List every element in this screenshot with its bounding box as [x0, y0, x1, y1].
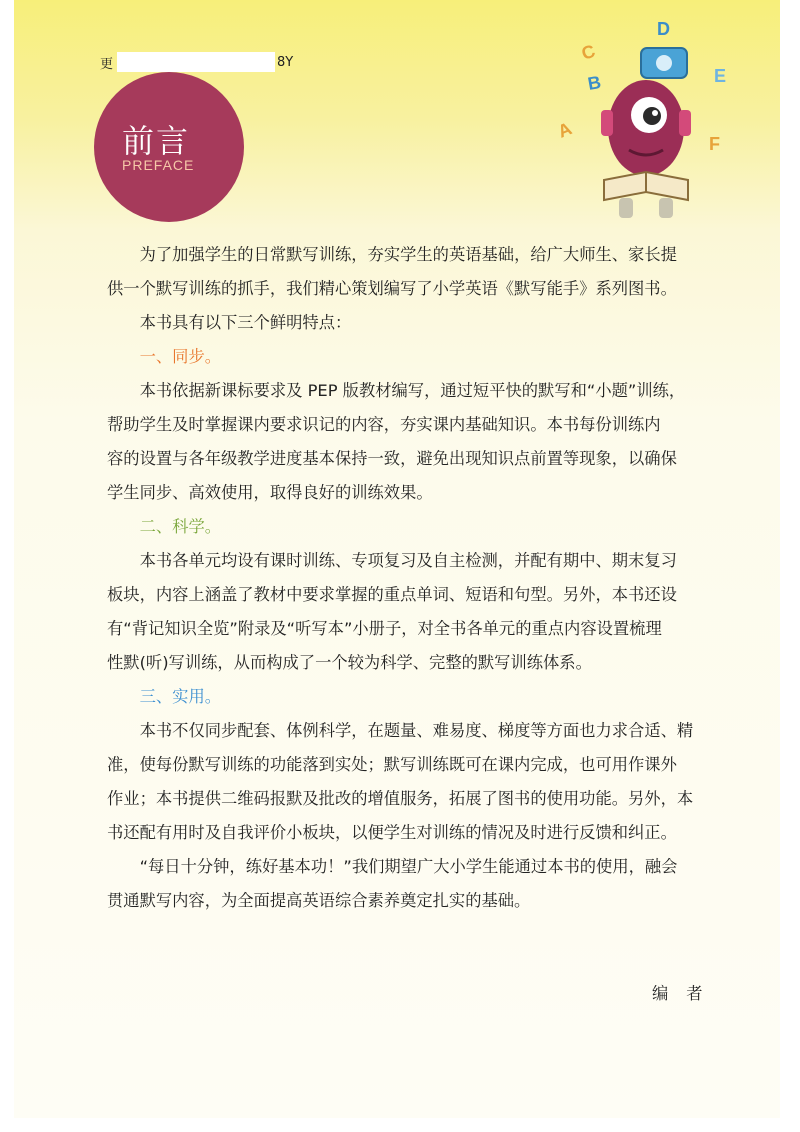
page-subtitle: PREFACE	[122, 157, 195, 173]
text-line: 帮助学生及时掌握课内要求识记的内容，夯实课内基础知识。本书每份训练内	[107, 415, 661, 434]
text-line: 本书不仅同步配套、体例科学，在题量、难易度、梯度等方面也力求合适、精	[139, 721, 694, 740]
letter-f: F	[709, 134, 720, 154]
text-line: “每日十分钟，练好基本功！”我们期望广大小学生能通过本书的使用，融会	[139, 857, 678, 876]
text-line: 作业；本书提供二维码报默及批改的增值服务，拓展了图书的使用功能。另外，本	[107, 789, 694, 808]
section-paragraph-science	[107, 544, 737, 680]
text-line: 本书依据新课标要求及 PEP 版教材编写，通过短平快的默写和“小题”训练，	[139, 381, 686, 400]
text-line: 为了加强学生的日常默写训练，夯实学生的英语基础，给广大师生、家长提	[139, 245, 677, 264]
redacted-block	[117, 52, 275, 72]
letter-e: E	[714, 66, 727, 86]
text-line: 板块，内容上涵盖了教材中要求掌握的重点单词、短语和句型。另外，本书还设	[107, 585, 677, 604]
letter-a: A	[555, 118, 575, 142]
text-line: 书还配有用时及自我评价小板块，以便学生对训练的情况及时进行反馈和纠正。	[107, 823, 677, 842]
letter-d: D	[657, 19, 670, 39]
letter-c: C	[579, 40, 598, 64]
letter-b: B	[586, 71, 603, 94]
intro-paragraph	[107, 238, 737, 306]
text-line: 准，使每份默写训练的功能落到实处；默写训练既可在课内完成，也可用作课外	[107, 755, 677, 774]
text-line: 性默(听)写训练，从而构成了一个较为科学、完整的默写训练体系。	[107, 653, 592, 672]
text-line: 容的设置与各年级教学进度基本保持一致，避免出现知识点前置等现象，以确保	[107, 449, 677, 468]
text-line: 贯通默写内容，为全面提高英语综合素养奠定扎实的基础。	[107, 891, 531, 910]
text-line: 有“背记知识全览”附录及“听写本”小册子，对全书各单元的重点内容设置梳理	[107, 619, 662, 638]
closing-paragraph	[107, 850, 737, 918]
preface-body	[107, 238, 737, 918]
section-paragraph-sync	[107, 374, 737, 510]
section-paragraph-practical	[107, 714, 737, 850]
section-heading-science: 二、科学。	[139, 517, 222, 536]
section-heading-practical: 三、实用。	[139, 687, 222, 706]
document-page	[14, 0, 780, 1118]
text-line: 供一个默写训练的抓手，我们精心策划编写了小学英语《默写能手》系列图书。	[107, 279, 677, 298]
page-title: 前言	[122, 122, 191, 160]
header-line	[100, 52, 293, 72]
section-heading-sync: 一、同步。	[139, 347, 222, 366]
robot-reading-book-icon	[549, 10, 749, 225]
header-suffix: 8Y	[277, 54, 294, 70]
text-line: 学生同步、高效使用，取得良好的训练效果。	[107, 483, 433, 502]
features-intro: 本书具有以下三个鲜明特点：	[139, 313, 352, 332]
author-signature: 编者	[652, 984, 721, 1003]
header-prefix: 更	[100, 56, 114, 72]
text-line: 本书各单元均设有课时训练、专项复习及自主检测，并配有期中、期末复习	[139, 551, 677, 570]
